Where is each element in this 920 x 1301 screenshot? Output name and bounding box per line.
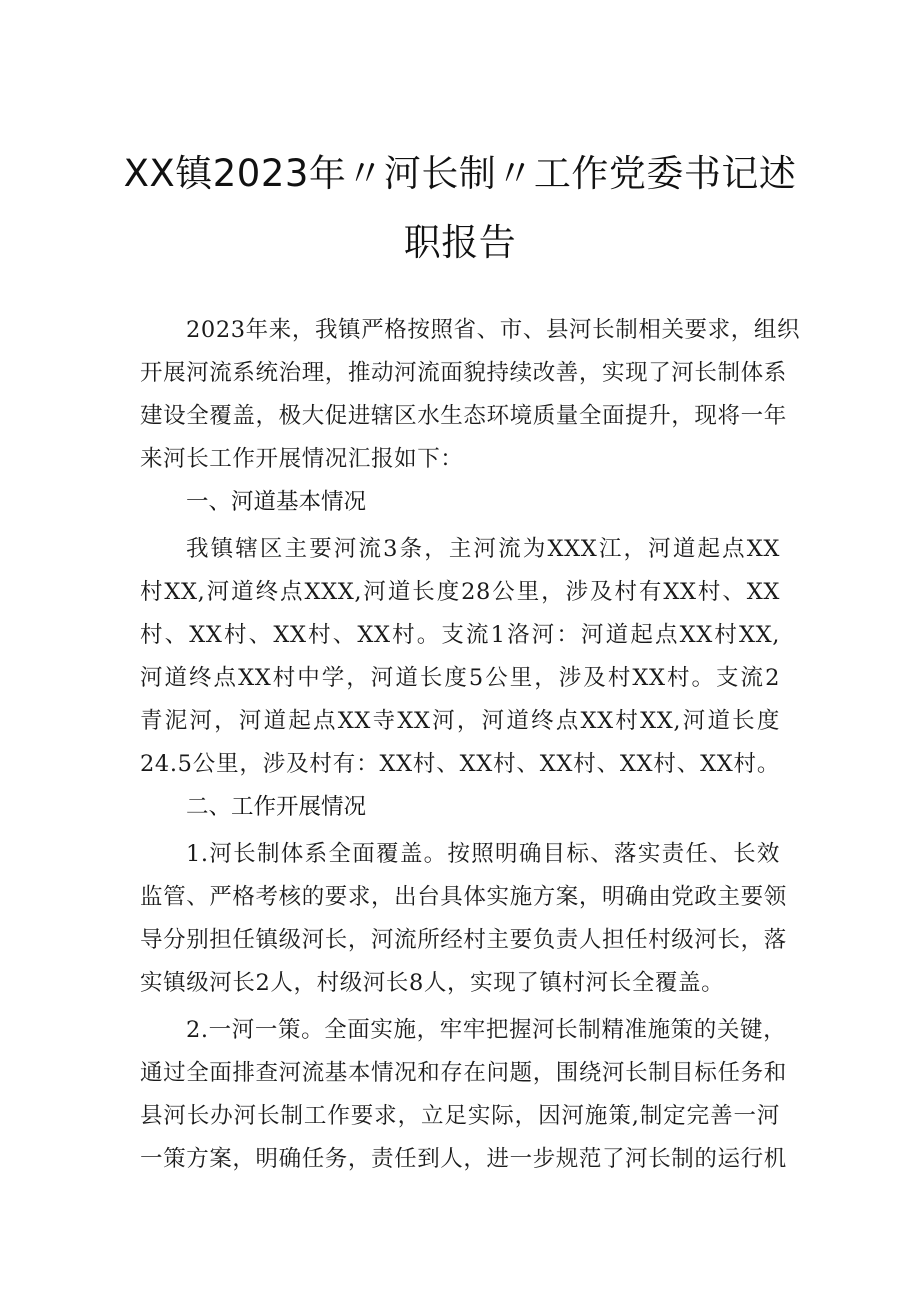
section1-line: 青泥河，河道起点XX寺XX河，河道终点XX村XX,河道长度 <box>140 708 780 734</box>
section1-line: 我镇辖区主要河流3条，主河流为XXX江，河道起点XX <box>186 536 780 562</box>
item1-line: 1.河长制体系全面覆盖。按照明确目标、落实责任、长效 <box>186 841 780 867</box>
item2-line: 通过全面排查河流基本情况和存在问题，围绕河长制目标任务和 <box>140 1060 787 1086</box>
section1-line: 河道终点XX村中学，河道长度5公里，涉及村XX村。支流2 <box>140 665 780 691</box>
item1-line: 导分别担任镇级河长，河流所经村主要负责人担任村级河长，落 <box>140 927 787 953</box>
item2-line: 一策方案，明确任务，责任到人，进一步规范了河长制的运行机 <box>140 1146 787 1172</box>
intro-line: 2023年来，我镇严格按照省、市、县河长制相关要求，组织 <box>186 317 801 343</box>
item1-line: 实镇级河长2人，村级河长8人，实现了镇村河长全覆盖。 <box>140 970 725 996</box>
item2-line: 县河长办河长制工作要求，立足实际，因河施策,制定完善一河 <box>140 1103 780 1129</box>
intro-line: 建设全覆盖，极大促进辖区水生态环境质量全面提升，现将一年 <box>140 403 787 429</box>
intro-line: 开展河流系统治理，推动河流面貌持续改善，实现了河长制体系 <box>140 360 787 386</box>
item1-line: 监管、严格考核的要求，出台具体实施方案，明确由党政主要领 <box>140 884 787 910</box>
section-heading-2: 二、工作开展情况 <box>186 794 367 820</box>
section1-line: 村XX,河道终点XXX,河道长度28公里，涉及村有XX村、XX <box>140 579 780 605</box>
intro-line: 来河长工作开展情况汇报如下： <box>140 446 464 472</box>
document-title-line-2: 职报告 <box>403 221 517 264</box>
section1-line: 村、XX村、XX村、XX村。支流1洛河：河道起点XX村XX, <box>140 622 780 648</box>
section-heading-1: 一、河道基本情况 <box>186 489 367 515</box>
section1-line: 24.5公里，涉及村有：XX村、XX村、XX村、XX村、XX村。 <box>140 751 780 777</box>
item2-line: 2.一河一策。全面实施，牢牢把握河长制精准施策的关键， <box>186 1017 787 1043</box>
document-title-line-1: XX镇2023年〃河长制〃工作党委书记述 <box>123 152 797 195</box>
